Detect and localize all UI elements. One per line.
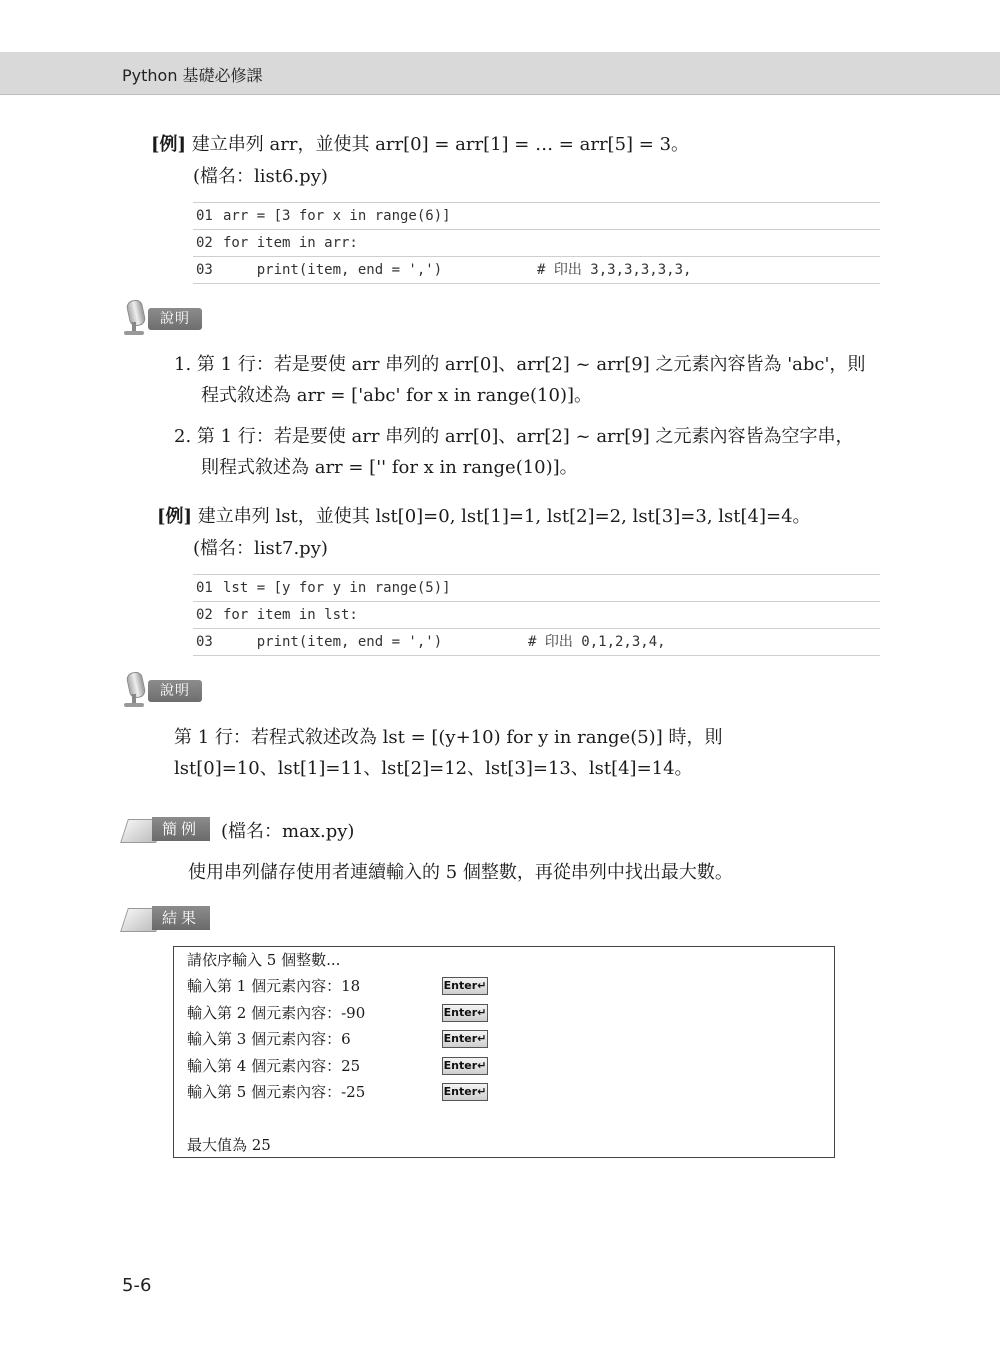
output-input-line: 輸入第 1 個元素內容：18 bbox=[187, 977, 361, 995]
note-item-number: 1. bbox=[174, 354, 192, 375]
enter-key-icon: Enter↵ bbox=[442, 1057, 488, 1075]
output-final: 最大值為 25 bbox=[187, 1136, 271, 1154]
code-comment: # 印出 0,1,2,3,4, bbox=[528, 634, 666, 650]
code-comment: # 印出 3,3,3,3,3,3, bbox=[537, 262, 692, 278]
example2-filename: (檔名：list7.py) bbox=[193, 538, 328, 559]
note-item-text: 第 1 行：若是要使 arr 串列的 arr[0]、arr[2] ~ arr[9] 之元素內容皆為空字串， bbox=[196, 426, 854, 447]
note-badge bbox=[124, 300, 204, 334]
code-line bbox=[193, 202, 880, 229]
note-item-text: 第 1 行：若是要使 arr 串列的 arr[0]、arr[2] ~ arr[9] 之元素內容皆為 'abc'，則 bbox=[196, 354, 866, 375]
code-line bbox=[193, 229, 880, 256]
console-output-box bbox=[173, 946, 835, 1158]
code-text: for item in lst: bbox=[223, 607, 358, 623]
running-header-title: Python 基礎必修課 bbox=[122, 66, 263, 85]
line-number: 02 bbox=[196, 235, 213, 251]
code-line bbox=[193, 601, 880, 628]
enter-key-icon: Enter↵ bbox=[442, 1004, 488, 1022]
sample-filename: (檔名：max.py) bbox=[221, 821, 355, 842]
line-number: 01 bbox=[196, 580, 213, 596]
line-number: 01 bbox=[196, 208, 213, 224]
note-badge-label: 說明 bbox=[148, 680, 202, 702]
result-badge bbox=[124, 902, 212, 936]
example-tag: [例] bbox=[151, 134, 187, 155]
note-badge bbox=[124, 672, 204, 706]
result-badge-label: 結果 bbox=[152, 906, 210, 930]
example2-statement bbox=[157, 504, 811, 530]
code-text: lst = [y for y in range(5)] bbox=[223, 580, 451, 596]
microphone-icon bbox=[125, 671, 146, 700]
example-tag: [例] bbox=[157, 506, 193, 527]
note-item-number: 2. bbox=[174, 426, 192, 447]
code-block-list6 bbox=[193, 202, 880, 284]
code-line bbox=[193, 256, 880, 284]
note1-item-2-line1 bbox=[174, 424, 853, 450]
output-input-line: 輸入第 5 個元素內容：-25 bbox=[187, 1083, 366, 1101]
sample-description: 使用串列儲存使用者連續輸入的 5 個整數，再從串列中找出最大數。 bbox=[188, 862, 733, 883]
output-intro: 請依序輸入 5 個整數... bbox=[187, 951, 341, 969]
microphone-icon bbox=[125, 299, 146, 328]
line-number: 03 bbox=[196, 262, 213, 278]
code-text: for item in arr: bbox=[223, 235, 358, 251]
output-input-line: 輸入第 3 個元素內容：6 bbox=[187, 1030, 351, 1048]
sample-badge-label: 簡例 bbox=[152, 817, 210, 841]
note2-line1: 第 1 行：若程式敘述改為 lst = [(y+10) for y in range(5)] 時，則 bbox=[174, 727, 723, 748]
example2-text: 建立串列 lst，並使其 lst[0]=0, lst[1]=1, lst[2]=2, lst[3]=3, lst[4]=4。 bbox=[197, 506, 811, 527]
enter-key-icon: Enter↵ bbox=[442, 977, 488, 995]
line-number: 03 bbox=[196, 634, 213, 650]
example1-statement bbox=[151, 132, 689, 158]
code-text: print(item, end = ',') bbox=[223, 262, 443, 278]
code-line bbox=[193, 628, 880, 656]
page-number: 5-6 bbox=[122, 1275, 152, 1296]
enter-key-icon: Enter↵ bbox=[442, 1030, 488, 1048]
note2-line2: lst[0]=10、lst[1]=11、lst[2]=12、lst[3]=13、lst[4]=14。 bbox=[174, 758, 693, 779]
output-input-line: 輸入第 4 個元素內容：25 bbox=[187, 1057, 361, 1075]
code-line bbox=[193, 574, 880, 601]
note1-item-2-line2: 則程式敘述為 arr = ['' for x in range(10)]。 bbox=[201, 457, 578, 478]
code-block-list7 bbox=[193, 574, 880, 656]
code-text: print(item, end = ',') bbox=[223, 634, 443, 650]
line-number: 02 bbox=[196, 607, 213, 623]
enter-key-icon: Enter↵ bbox=[442, 1083, 488, 1101]
note1-item-1-line2: 程式敘述為 arr = ['abc' for x in range(10)]。 bbox=[201, 385, 593, 406]
note1-item-1-line1 bbox=[174, 352, 865, 378]
sample-badge bbox=[124, 813, 212, 847]
example1-filename: (檔名：list6.py) bbox=[193, 166, 328, 187]
note-badge-label: 說明 bbox=[148, 308, 202, 330]
output-input-line: 輸入第 2 個元素內容：-90 bbox=[187, 1004, 366, 1022]
code-text: arr = [3 for x in range(6)] bbox=[223, 208, 451, 224]
example1-text: 建立串列 arr，並使其 arr[0] = arr[1] = … = arr[5] = 3。 bbox=[191, 134, 690, 155]
